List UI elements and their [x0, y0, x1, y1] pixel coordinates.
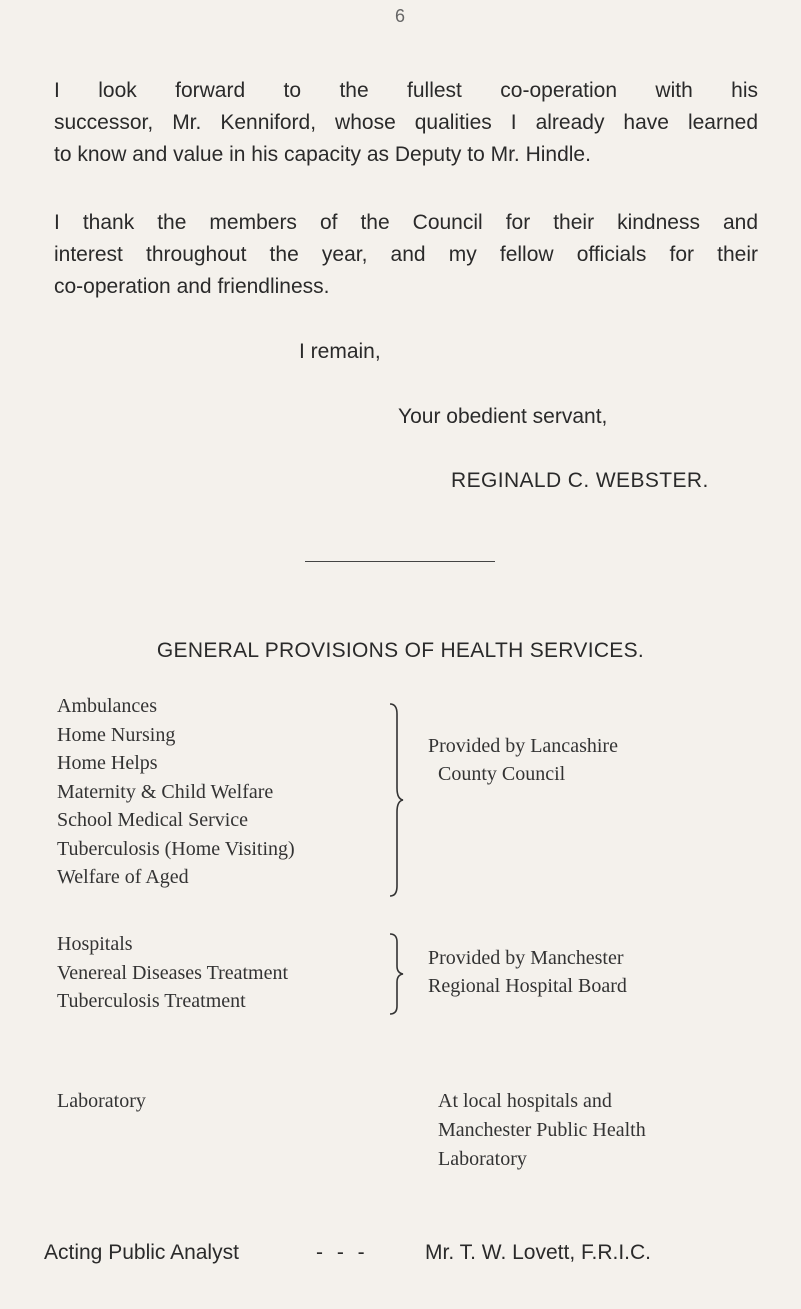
service-item: Venereal Diseases Treatment — [57, 961, 289, 984]
provider-line: At local hospitals and — [438, 1090, 612, 1112]
paragraph-line: co-operation and friendliness. — [54, 275, 330, 298]
analyst-name: Mr. T. W. Lovett, F.R.I.C. — [425, 1241, 651, 1264]
service-item: Ambulances — [57, 695, 157, 717]
provider-line: County Council — [438, 763, 566, 785]
signature: REGINALD C. WEBSTER. — [451, 469, 709, 492]
services-list-laboratory — [57, 1087, 146, 1116]
provider-line: Regional Hospital Board — [428, 975, 627, 997]
paragraph-line: I look forward to the fullest co-operation with his — [54, 79, 758, 102]
provider-county — [428, 732, 618, 788]
paragraph-line: interest throughout the year, and my fellow officials for their — [54, 243, 758, 266]
paragraph-line: successor, Mr. Kenniford, whose qualities I already have learned — [54, 111, 758, 134]
service-item: Home Nursing — [57, 723, 176, 746]
paragraph-line: to know and value in his capacity as Deputy to Mr. Hindle. — [54, 143, 591, 166]
paragraph-thanks — [54, 207, 758, 303]
provider-line: Provided by Lancashire — [428, 735, 618, 757]
section-divider — [305, 561, 495, 562]
service-item: Tuberculosis Treatment — [57, 990, 246, 1012]
page-number: 6 — [395, 6, 406, 26]
provider-regional — [428, 944, 627, 1000]
service-item: School Medical Service — [57, 809, 249, 831]
provider-laboratory — [438, 1087, 646, 1174]
service-item: Home Helps — [57, 752, 158, 774]
provider-line: Laboratory — [438, 1148, 527, 1170]
provider-line: Provided by Manchester — [428, 947, 624, 969]
service-item: Tuberculosis (Home Visiting) — [57, 837, 295, 860]
analyst-label: Acting Public Analyst — [44, 1241, 239, 1264]
service-item: Welfare of Aged — [57, 866, 189, 888]
right-brace-icon — [388, 932, 408, 1016]
service-item: Maternity & Child Welfare — [57, 780, 274, 803]
service-item: Laboratory — [57, 1090, 146, 1112]
closing-servant: Your obedient servant, — [398, 405, 608, 428]
services-list-county — [57, 692, 295, 892]
paragraph-line: I thank the members of the Council for their kindness and — [54, 211, 758, 234]
closing-remain: I remain, — [299, 340, 381, 363]
provider-line: Manchester Public Health — [438, 1119, 646, 1141]
leader-dashes: - - - — [316, 1241, 369, 1264]
right-brace-icon — [388, 702, 408, 898]
service-item: Hospitals — [57, 933, 133, 955]
section-heading: GENERAL PROVISIONS OF HEALTH SERVICES. — [156, 639, 645, 662]
services-list-regional — [57, 930, 288, 1016]
paragraph-successor — [54, 75, 758, 171]
